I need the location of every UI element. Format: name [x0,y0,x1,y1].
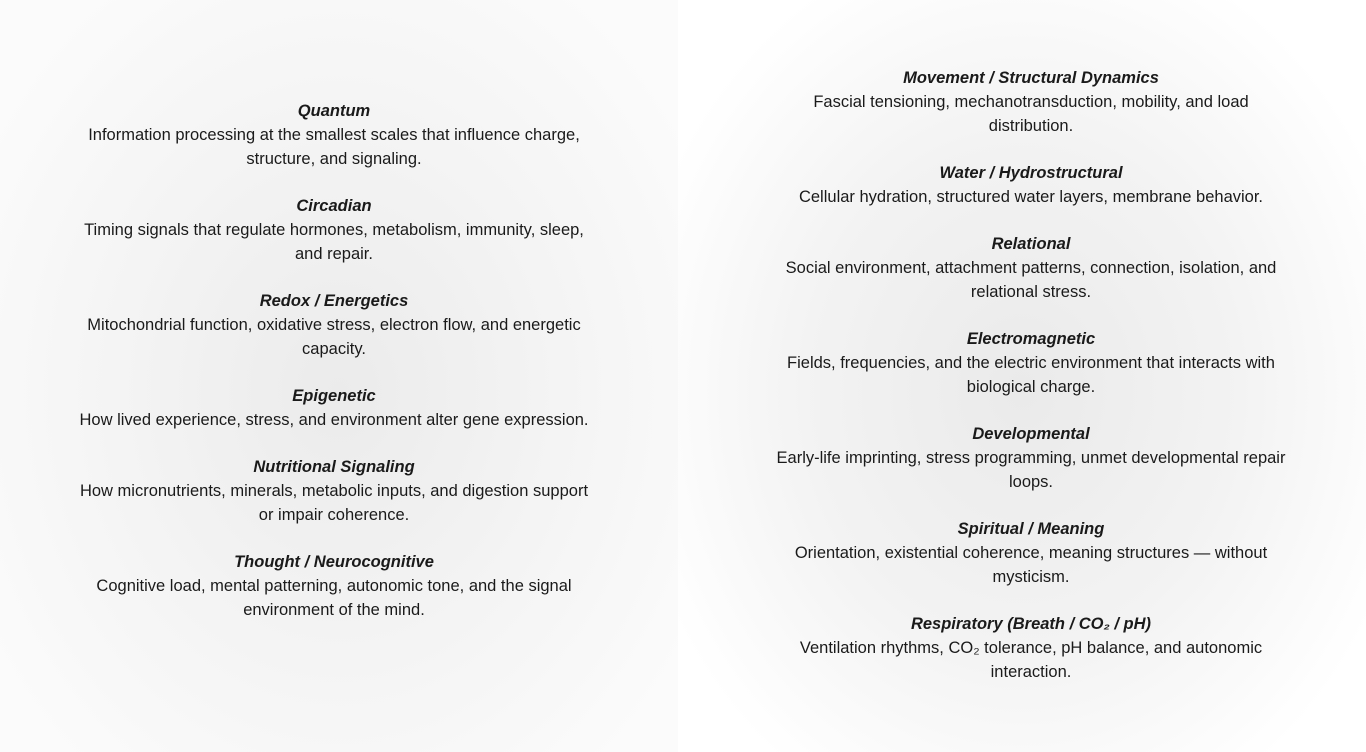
entry-nutritional-signaling [72,455,596,527]
entry-title: Developmental [972,425,1090,443]
entry-title: Quantum [297,102,371,120]
entry-circadian [72,194,596,266]
entry-title: Circadian [296,197,372,215]
entry-title: Relational [991,235,1071,253]
entry-epigenetic [72,384,596,432]
entry-title: Movement / Structural Dynamics [903,69,1159,87]
entry-description: How lived experience, stress, and environment alter gene expression. [79,411,589,429]
right-panel [678,0,1366,752]
entry-description: Fields, frequencies, and the electric environment that interacts with biological charge. [787,354,1275,396]
entry-developmental [774,422,1288,494]
entry-quantum [72,99,596,171]
entry-title: Electromagnetic [966,330,1096,348]
entry-movement-structural-dynamics [774,66,1288,138]
entry-description: Early-life imprinting, stress programming, unmet developmental repair loops. [776,449,1286,491]
entry-title: Redox / Energetics [259,292,409,310]
entry-description: Mitochondrial function, oxidative stress, electron flow, and energetic capacity. [87,316,581,358]
entry-water-hydrostructural [774,161,1288,209]
entry-description: Cellular hydration, structured water layers, membrane behavior. [798,188,1264,206]
left-column [72,99,596,645]
entry-title: Spiritual / Meaning [957,520,1105,538]
entry-title: Epigenetic [292,387,376,405]
left-panel [0,0,678,752]
entry-description: How micronutrients, minerals, metabolic inputs, and digestion support or impair coherence. [79,482,589,524]
entry-description: Orientation, existential coherence, meaning structures — without mysticism. [794,544,1268,586]
entry-title: Nutritional Signaling [253,458,415,476]
entry-title: Thought / Neurocognitive [234,553,434,571]
entry-electromagnetic [774,327,1288,399]
entry-respiratory [774,612,1288,684]
entry-description: Fascial tensioning, mechanotransduction, mobility, and load distribution. [813,93,1249,135]
entry-title: Respiratory (Breath / CO₂ / pH) [910,615,1152,633]
entry-spiritual-meaning [774,517,1288,589]
entry-description: Ventilation rhythms, CO₂ tolerance, pH balance, and autonomic interaction. [799,639,1263,681]
entry-description: Cognitive load, mental patterning, autonomic tone, and the signal environment of the mind. [96,577,572,619]
entry-description: Timing signals that regulate hormones, metabolism, immunity, sleep, and repair. [84,221,584,263]
entry-thought-neurocognitive [72,550,596,622]
entry-redox-energetics [72,289,596,361]
entry-description: Information processing at the smallest scales that influence charge, structure, and signaling. [88,126,580,168]
entry-description: Social environment, attachment patterns, connection, isolation, and relational stress. [785,259,1277,301]
entry-relational [774,232,1288,304]
right-column [774,66,1288,707]
entry-title: Water / Hydrostructural [939,164,1123,182]
